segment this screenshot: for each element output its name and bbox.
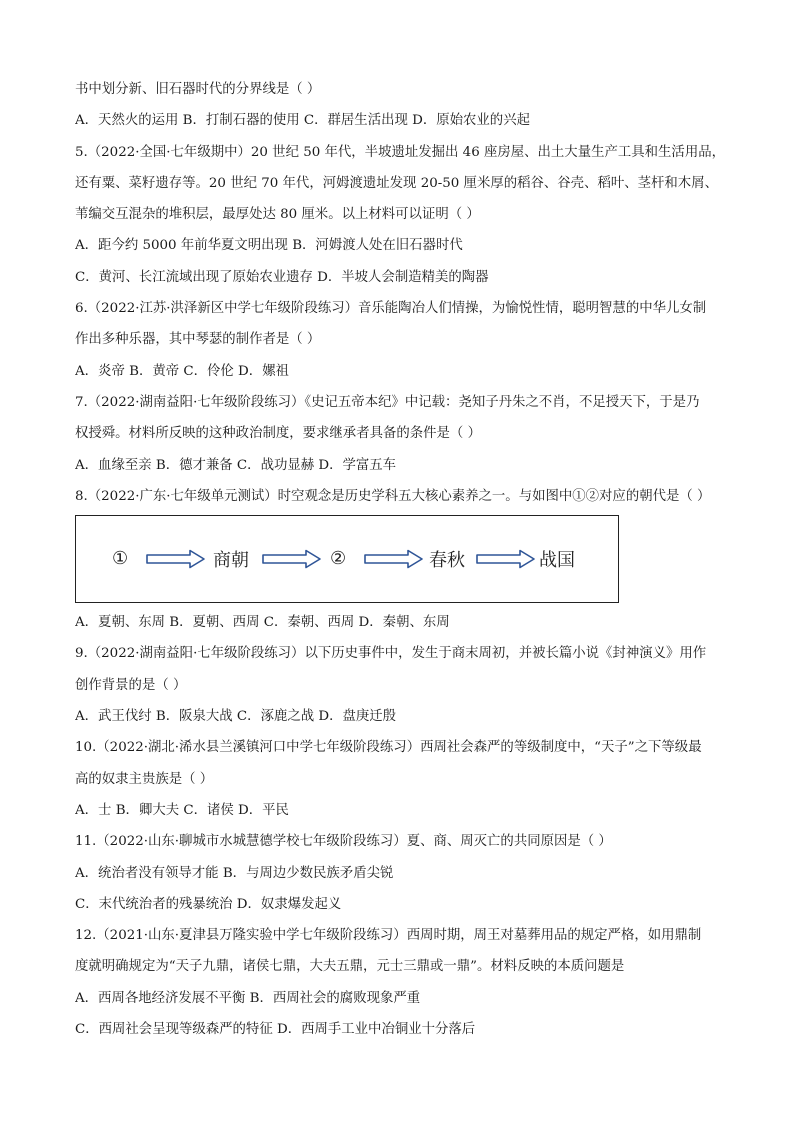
text-line: A．距今约 5000 年前华夏文明出现 B．河姆渡人处在旧石器时代	[75, 238, 463, 254]
text-line: 9.（2022·湖南益阳·七年级阶段练习）以下历史事件中，发生于商末周初，并被长篇小说《封神演义》用作	[75, 646, 707, 662]
arrow-right-icon	[146, 549, 206, 569]
text-line: A．统治者没有领导才能 B．与周边少数民族矛盾尖锐	[75, 865, 394, 881]
text-line: 还有粟、菜籽遗存等。20 世纪 70 年代，河姆渡遗址发现 20-50 厘米厚的稻谷、谷壳、稻叶、茎杆和木屑、	[75, 175, 718, 191]
questions-before-diagram	[75, 74, 735, 512]
text-line: 10.（2022·湖北·浠水县兰溪镇河口中学七年级阶段练习）西周社会森严的等级制度中，“天子”之下等级最	[75, 740, 702, 756]
diagram-item-zhanguo: 战国	[539, 549, 575, 571]
arrow-right-icon	[364, 549, 424, 569]
text-line: 创作背景的是（ ）	[75, 677, 187, 693]
diagram-item-2: ②	[330, 548, 347, 570]
text-line: C．末代统治者的残暴统治 D．奴隶爆发起义	[75, 896, 342, 912]
text-line: 5.（2022·全国·七年级期中）20 世纪 50 年代，半坡遗址发掘出 46 座房屋、出土大量生产工具和生活用品，	[75, 144, 725, 160]
text-line: 12.（2021·山东·夏津县万隆实验中学七年级阶段练习）西周时期，周王对墓葬用品的规定严格，如用鼎制	[75, 928, 702, 944]
text-line: A．血缘至亲 B．德才兼备 C．战功显赫 D．学富五车	[75, 457, 397, 473]
text-line: A．炎帝 B．黄帝 C．伶伦 D．嫘祖	[75, 363, 289, 379]
text-line: A．武王伐纣 B．阪泉大战 C．涿鹿之战 D．盘庚迁殷	[75, 709, 397, 725]
text-line: A．西周各地经济发展不平衡 B．西周社会的腐败现象严重	[75, 990, 421, 1006]
text-line: 作出多种乐器，其中琴瑟的制作者是（ ）	[75, 332, 321, 348]
question-text	[75, 74, 735, 1045]
text-line: 7.（2022·湖南益阳·七年级阶段练习）《史记五帝本纪》中记载：尧知子丹朱之不肖，不足授天下，于是乃	[75, 394, 700, 410]
text-line: 书中划分新、旧石器时代的分界线是（ ）	[75, 82, 321, 97]
questions-after-diagram	[75, 607, 735, 1045]
text-line: C．黄河、长江流域出现了原始农业遗存 D．半坡人会制造精美的陶器	[75, 269, 489, 285]
text-line: C．西周社会呈现等级森严的特征 D．西周手工业中冶铜业十分落后	[75, 1022, 476, 1038]
text-line: 权授舜。材料所反映的这种政治制度，要求继承者具备的条件是（ ）	[75, 426, 481, 442]
text-line: 度就明确规定为“天子九鼎，诸侯七鼎，大夫五鼎，元士三鼎或一鼎”。材料反映的本质问题是	[75, 959, 625, 975]
arrow-right-icon	[262, 549, 322, 569]
text-line: 苇编交互混杂的堆积层，最厚处达 80 厘米。以上材料可以证明（ ）	[75, 207, 480, 223]
text-line: 6.（2022·江苏·洪泽新区中学七年级阶段练习）音乐能陶冶人们情操，为愉悦性情，聪明智慧的中华儿女制	[75, 301, 707, 317]
text-line: A．天然火的运用 B．打制石器的使用 C．群居生活出现 D．原始农业的兴起	[75, 113, 530, 129]
text-line: A．夏朝、东周 B．夏朝、西周 C．秦朝、西周 D．秦朝、东周	[75, 615, 450, 631]
text-line: A．士 B．卿大夫 C．诸侯 D．平民	[75, 802, 289, 818]
arrow-right-icon	[476, 549, 536, 569]
diagram-item-shang: 商朝	[213, 549, 249, 571]
text-line: 11.（2022·山东·聊城市水城慧德学校七年级阶段练习）夏、商、周灭亡的共同原因是（ ）	[75, 834, 612, 850]
text-line: 8.（2022·广东·七年级单元测试）时空观念是历史学科五大核心素养之一。与如图中①②对应的朝代是（ ）	[75, 488, 711, 504]
diagram-item-1: ①	[112, 548, 129, 570]
text-line: 高的奴隶主贵族是（ ）	[75, 771, 214, 787]
diagram-item-chunqiu: 春秋	[429, 549, 465, 571]
dynasty-sequence-diagram	[75, 515, 619, 603]
